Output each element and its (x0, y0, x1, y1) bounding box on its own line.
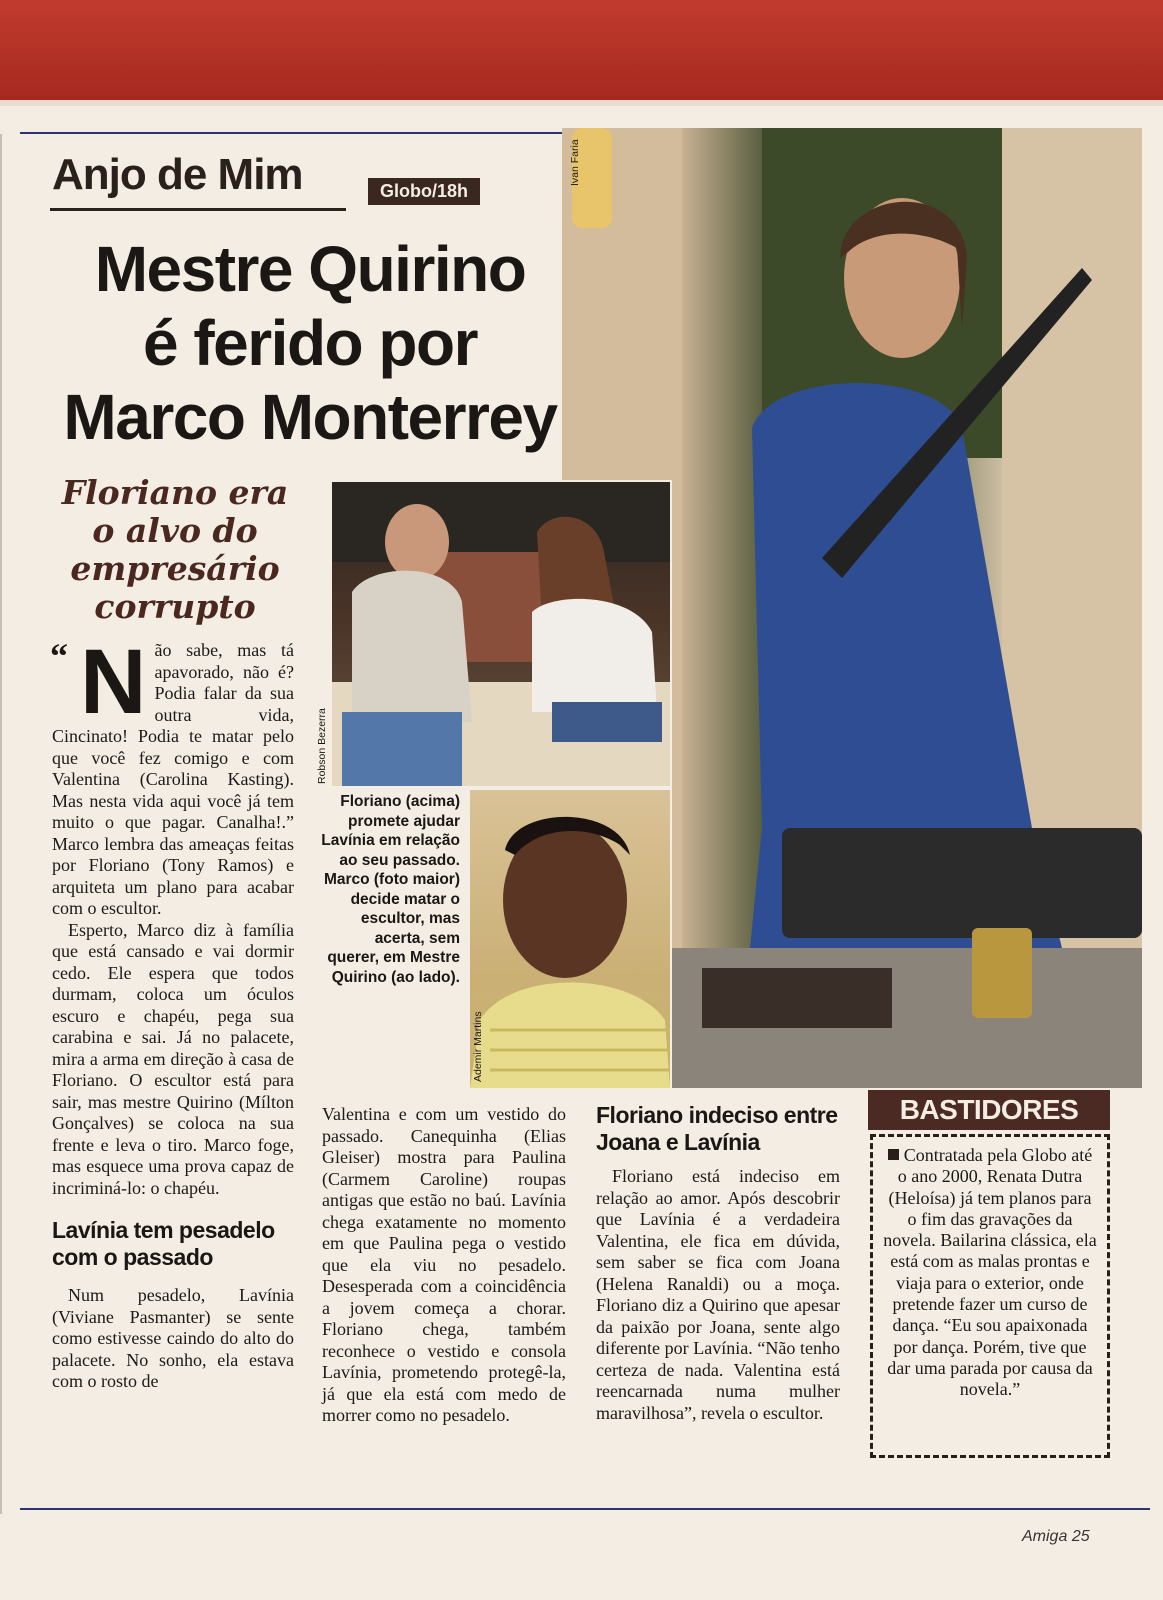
subheadline-line: empresário (70, 549, 280, 588)
page-number: 25 (1071, 1528, 1090, 1545)
article-paragraph: Num pesadelo, Lavínia (Viviane Pasmanter) se sente como estivesse caindo do alto do palacete. No sonho, ela estava com o rosto de (52, 1285, 294, 1391)
sidebar-text-block (883, 1145, 1097, 1401)
subsection-title-floriano: Floriano indeciso entre Joana e Lavínia (596, 1102, 838, 1155)
photo-mestre-quirino (468, 788, 672, 1090)
lede-paragraph (50, 631, 294, 920)
subsection-title-lavinia: Lavínia tem pesadelo com o passado (52, 1217, 275, 1270)
subheadline-line: o alvo do (92, 511, 258, 550)
article-column-1 (50, 631, 294, 1393)
page-edge (0, 100, 1163, 106)
channel-badge: Globo/18h (368, 178, 480, 205)
top-color-band (0, 0, 1163, 102)
sidebar-text: Contratada pela Globo até o ano 2000, Renata Dutra (Heloísa) já tem planos para o fim das gravações da novela. Bailarina clássica, ela está com as malas prontas e viaja para o exterior, onde pretende fazer um curso de dança. “Eu sou apaixonada por dança. Porém, tive que dar uma parada por causa da novela.” (883, 1145, 1097, 1400)
credit-couple-photo: Robson Bezerra (316, 708, 328, 784)
headline-line: é ferido por (142, 307, 478, 379)
photo-couple-illustration (332, 482, 670, 786)
credit-quirino-photo: Ademir Martins (472, 1011, 484, 1082)
magazine-name: Amiga (1022, 1528, 1068, 1545)
frame-rule-bottom (20, 1508, 1150, 1510)
section-title: Anjo de Mim (52, 150, 303, 199)
article-paragraph: Floriano está indeciso em relação ao amor. Após descobrir que Lavínia é a verdadeira Valentina, ele fica em dúvida, sem saber se fica com Joana (Helena Ranaldi) ou a moça. Floriano diz a Quirino que apesar da paixão por Joana, sente algo diferente por Lavínia. “Não tenho certeza de nada. Valentina está reencarnada numa mulher maravilhosa”, revela o escultor. (596, 1166, 840, 1423)
photo-quirino-illustration (470, 790, 670, 1088)
article-column-3 (596, 1102, 840, 1424)
opening-quote: “ (50, 636, 68, 676)
dropcap-letter: N (80, 631, 147, 733)
section-title-underline (50, 208, 346, 211)
frame-rule-top (20, 132, 575, 134)
subheadline (40, 474, 310, 626)
headline-line: Marco Monterrey (63, 381, 557, 453)
sidebar-box (870, 1134, 1110, 1458)
credit-main-photo: Ivan Faria (569, 139, 581, 186)
square-bullet-icon (888, 1149, 899, 1160)
dropcap-block (50, 631, 147, 733)
article-column-2 (322, 1104, 566, 1427)
sidebar-bastidores (868, 1090, 1110, 1458)
sidebar-title: BASTIDORES (868, 1090, 1110, 1130)
article-paragraph-continued: Valentina e com um vestido do passado. Canequinha (Elias Gleiser) mostra para Paulina (Carmem Caroline) roupas antigas que estão no baú. Lavínia chega exatamente no momento em que Paulina pega o vestido que ela viu no pesadelo. Desesperada com a coincidência a jovem começa a chorar. Floriano chega, também reconhece o vestido e consola Lavínia, prometendo protegê-la, já que ela está com medo de morrer como no pesadelo. (322, 1104, 566, 1425)
subheadline-line: corrupto (94, 587, 256, 626)
article-paragraph: Esperto, Marco diz à família que está cansado e vai dormir cedo. Ele espera que todos durmam, coloca um óculos escuro e chapéu, pega sua carabina e sai. Já no palacete, mira a arma em direção à casa de Floriano. O escultor está para sair, mas mestre Quirino (Mílton Gonçalves) se coloca na sua frente e leva o tiro. Marco foge, mas esquece uma prova capaz de incriminá-lo: o chapéu. (52, 919, 294, 1198)
photo-caption: Floriano (acima) promete ajudar Lavínia em relação ao seu passado. Marco (foto maior) decide matar o escultor, mas acerta, sem querer, em Mestre Quirino (ao lado). (321, 793, 460, 986)
frame-rule-left (0, 134, 2, 1514)
photo-floriano-lavinia (330, 480, 672, 788)
headline-line: Mestre Quirino (94, 233, 526, 305)
page-footer (1022, 1528, 1090, 1546)
subheadline-line: Floriano era (61, 473, 289, 512)
lede-text: ão sabe, mas tá apavorado, não é? Podia falar da sua outra vida, Cincinato! Podia te matar pelo que você fez comigo e com Valentina (Carolina Kasting). Mas nesta vida aqui você já tem muito o que pagar. Canalha!.” Marco lembra das ameaças feitas por Floriano (Tony Ramos) e arquiteta um plano para acabar com o escultor. (52, 640, 294, 918)
headline (40, 232, 580, 454)
